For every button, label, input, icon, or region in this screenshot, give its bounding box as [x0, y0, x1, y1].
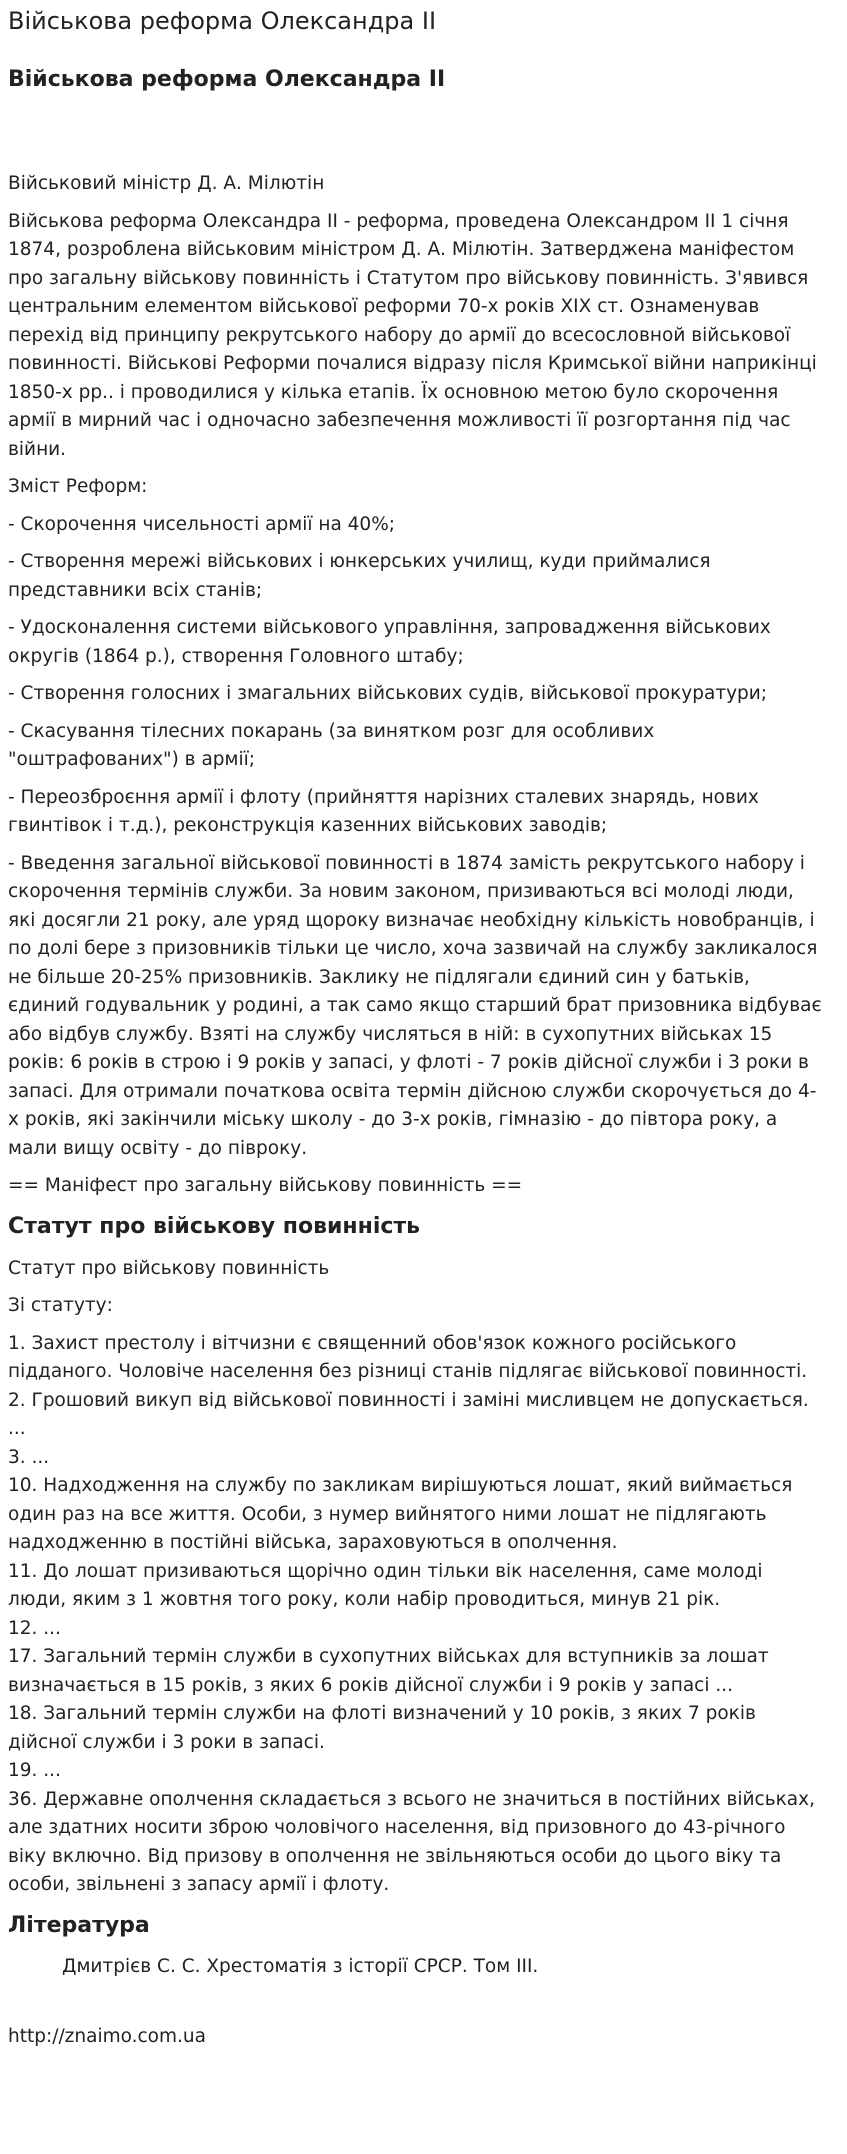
intro-paragraph: Військова реформа Олександра II - реформа, проведена Олександром II 1 січня 1874, розроблена військовим міністром Д. А. Мілютін. Затверджена маніфестом про загальну військову повинність і Статутом про військову повинність. З'явився центральним елементом військової реформи 70-х років XIX ст. Ознаменував перехід від принципу рекрутського набору до армії до всесословной військової повинності. Військові Реформи почалися відразу після Кримської війни наприкінці 1850-х рр.. і проводилися у кілька етапів. Їх основною метою було скорочення армії в мирний час і одночасно забезпечення можливості її розгортання під час війни.	[8, 210, 817, 460]
statute-item: ...	[8, 1418, 26, 1439]
reform-item: - Створення голосних і змагальних військових судів, військової прокуратури;	[8, 683, 768, 704]
statute-caption: Статут про військову повинність	[8, 1257, 330, 1279]
article-page	[0, 6, 831, 2052]
statute-item: 18. Загальний термін служби на флоті визначений у 10 років, з яких 7 років дійсної служби і 3 роки в запасі.	[8, 1703, 756, 1753]
reform-item: - Створення мережі військових і юнкерських училищ, куди приймалися представники всіх станів;	[8, 551, 711, 601]
statute-item: 17. Загальний термін служби в сухопутних військах для вступників за лошат визначається в 15 років, з яких 6 років дійсної служби і 9 років у запасі ...	[8, 1646, 769, 1696]
manifest-line: == Маніфест про загальну військову повинність ==	[8, 1175, 523, 1196]
statute-heading: Статут про військову повинність	[8, 1213, 421, 1239]
reform-item: - Скорочення чисельності армії на 40%;	[8, 513, 396, 535]
literature-heading: Література	[8, 1912, 150, 1938]
article-title: Військова реформа Олександра II	[8, 67, 446, 92]
reform-item: - Скасування тілесних покарань (за винятком розг для особливих "оштрафованих") в армії;	[8, 720, 655, 770]
statute-item: 12. ...	[8, 1617, 61, 1639]
statute-item: 10. Надходження на службу по закликам вирішуються лошат, який виймається один раз на все життя. Особи, з нумер вийнятого ними лошат не підлягають надходженню в постійні війська, зараховуються в ополчення.	[8, 1475, 793, 1553]
statute-intro: Зі статуту:	[8, 1295, 113, 1316]
statute-item: 3. ...	[8, 1446, 50, 1468]
literature-text: Дмитрієв С. С. Хрестоматія з історії СРСР. Том III.	[62, 1955, 539, 1977]
statute-item: 19. ...	[8, 1760, 61, 1781]
statute-item: 11. До лошат призиваються щорічно один тільки вік населення, саме молоді люди, яким з 1 жовтня того року, коли набір проводиться, минув 21 рік.	[8, 1560, 763, 1610]
statute-item: 36. Державне ополчення складається з всього не значиться в постійних військах, але здатних носити зброю чоловічого населення, від призовного до 43-річного віку включно. Від призову в ополчення не звільняються особи до цього віку та особи, звільнені з запасу армії і флоту.	[8, 1788, 815, 1895]
statute-list	[8, 1330, 823, 1900]
reform-item: - Переозброєння армії і флоту (прийняття нарізних сталевих знарядь, нових гвинтівок і т.д.), реконструкція казенних військових заводів;	[8, 786, 759, 836]
literature-item	[8, 1953, 823, 1982]
source-link[interactable]: http://znaimo.com.ua	[8, 2026, 206, 2047]
image-caption: Військовий міністр Д. А. Мілютін	[8, 173, 325, 194]
page-title: Військова реформа Олександра II	[8, 7, 437, 35]
reform-item: - Введення загальної військової повинності в 1874 замість рекрутського набору і скорочення термінів служби. За новим законом, призиваються всі молоді люди, які досягли 21 року, але уряд щороку визначає необхідну кількість новобранців, і по долі бере з призовників тільки це число, хоча зазвичай на службу закликалося не більше 20-25% призовників. Заклику не підлягали єдиний син у батьків, єдиний годувальник у родині, а так само якщо старший брат призовника відбуває або відбув службу. Взяті на службу числяться в ній: в сухопутних військах 15 років: 6 років в строю і 9 років у запасі, у флоті - 7 років дійсної служби і 3 роки в запасі. Для отримали початкова освіта термін дійсною служби скорочується до 4-х років, які закінчили міську школу - до 3-х років, гімназію - до півтора року, а мали вищу освіту - до півроку.	[8, 852, 822, 1159]
statute-item: 2. Грошовий викуп від військової повинності і заміні мисливцем не допускається.	[8, 1389, 809, 1411]
reform-item: - Удосконалення системи військового управління, запровадження військових округів (1864 р.), створення Головного штабу;	[8, 617, 771, 667]
reforms-heading: Зміст Реформ:	[8, 476, 148, 497]
statute-item: 1. Захист престолу і вітчизни є священний обов'язок кожного російського підданого. Чоловіче населення без різниці станів підлягає військової повинності.	[8, 1332, 808, 1382]
